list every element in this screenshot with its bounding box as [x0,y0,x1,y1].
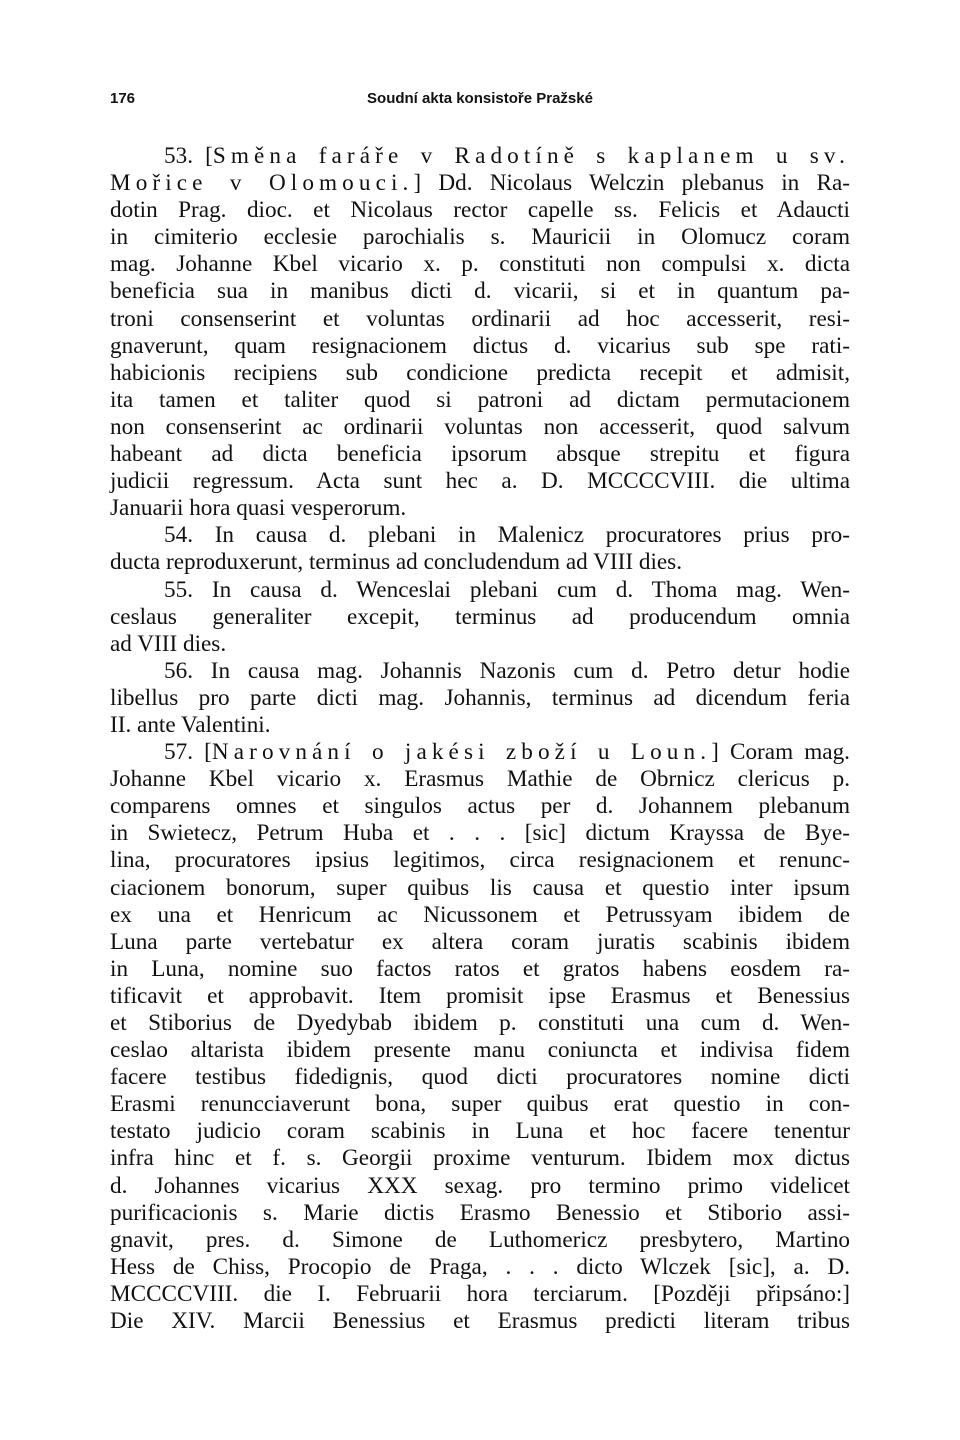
text-line [110,143,850,170]
page-header [110,90,850,114]
line-text: mag. Johanne Kbel vicario x. p. constituti non compulsi x. dicta [110,251,850,278]
text-line [110,631,850,658]
line-text: non consenserint ac ordinarii voluntas non accesserit, quod salvum [110,413,850,440]
line-text: ex una et Henricum ac Nicussonem et Petrussyam ibidem de [110,901,850,928]
line-text: 53. [ [164,143,213,169]
text-line [110,983,850,1010]
running-title: Soudní akta konsistoře Pražské [367,90,593,107]
text-line [110,1037,850,1064]
line-text: facere testibus fidedignis, quod dicti procuratores nomine dicti [110,1064,850,1091]
line-text: ] Coram mag. [711,739,850,766]
text-line [110,1145,850,1172]
text-line [110,495,850,522]
text-line [110,1091,850,1118]
line-text: d. Johannes vicarius XXX sexag. pro termino primo videlicet [110,1172,850,1199]
text-line [110,604,850,631]
line-text: gnavit, pres. d. Simone de Luthomericz presbytero, Martino [110,1226,850,1253]
line-text: troni consenserint et voluntas ordinarii ad hoc accesserit, resi- [110,305,850,332]
text-line [110,414,850,441]
text-line [110,522,850,549]
text-line [110,170,850,197]
text-line [110,278,850,305]
text-line [110,1118,850,1145]
text-line [110,577,850,604]
text-line [110,1281,850,1308]
spaced-heading-text: Narovnání o jakési zboží u Loun. [211,739,712,766]
text-line [110,766,850,793]
line-text: II. ante Valentini. [110,711,271,738]
text-line [110,793,850,820]
line-text: comparens omnes et singulos actus per d. Johannem plebanum [110,793,850,820]
text-line [110,739,850,766]
text-line [110,224,850,251]
line-text: 54. In causa d. plebani in Malenicz procuratores prius pro- [164,522,850,549]
line-text: ciacionem bonorum, super quibus lis causa et questio inter ipsum [110,874,850,901]
line-text: 56. In causa mag. Johannis Nazonis cum d. Petro detur hodie [164,657,850,684]
line-text: lina, procuratores ipsius legitimos, circa resignacionem et renunc- [110,847,850,874]
line-text: ceslaus generaliter excepit, terminus ad producendum omnia [110,603,850,630]
text-line [110,1227,850,1254]
line-text: purificacionis s. Marie dictis Erasmo Benessio et Stiborio assi- [110,1199,850,1226]
line-text: 55. In causa d. Wenceslai plebani cum d. Thoma mag. Wen- [164,576,850,603]
line-text: habicionis recipiens sub condicione predicta recepit et admisit, [110,359,850,386]
line-text: ducta reproduxerunt, terminus ad concludendum ad VIII dies. [110,549,682,576]
text-line [110,1200,850,1227]
text-line [110,685,850,712]
text-line [110,875,850,902]
line-text: dotin Prag. dioc. et Nicolaus rector capelle ss. Felicis et Adaucti [110,197,850,224]
line-text: ad VIII dies. [110,630,227,657]
text-line [110,820,850,847]
text-line [110,306,850,333]
line-text: ceslao altarista ibidem presente manu coniuncta et indivisa fidem [110,1037,850,1064]
line-text: infra hinc et f. s. Georgii proxime venturum. Ibidem mox dictus [110,1145,850,1172]
text-line [110,712,850,739]
text-line [110,929,850,956]
line-text: judicii regressum. Acta sunt hec a. D. MCCCCVIII. die ultima [110,468,850,495]
line-text: et Stiborius de Dyedybab ibidem p. constituti una cum d. Wen- [110,1010,850,1036]
text-line [110,1173,850,1200]
text-line [110,549,850,576]
line-text: testato judicio coram scabinis in Luna et hoc facere tenentur [110,1118,850,1145]
text-line [110,847,850,874]
line-text: Johanne Kbel vicario x. Erasmus Mathie de Obrnicz clericus p. [110,766,850,793]
line-text: habeant ad dicta beneficia ipsorum absque strepitu et figura [110,441,850,468]
line-text: beneficia sua in manibus dicti d. vicarii, si et in quantum pa- [110,278,850,305]
line-text: ita tamen et taliter quod si patroni ad dictam permutacionem [110,386,850,413]
text-line [110,441,850,468]
text-line [110,1010,850,1037]
line-text: 57. [ [164,739,212,766]
line-text: Die XIV. Marcii Benessius et Erasmus predicti literam tribus [110,1308,850,1335]
text-line [110,902,850,929]
line-text: in Luna, nomine suo factos ratos et gratos habens eosdem ra- [110,955,850,982]
line-text: ] Dd. Nicolaus Welczin plebanus in Ra- [413,170,850,197]
line-text: in cimiterio ecclesie parochialis s. Mauricii in Olomucz coram [110,224,850,251]
text-line [110,1064,850,1091]
line-text: Erasmi renuncciaverunt bona, super quibus erat questio in con- [110,1091,850,1118]
text-line [110,333,850,360]
text-line [110,197,850,224]
spaced-heading-text: Mořice v Olomouci. [110,170,414,197]
text-line [110,658,850,685]
text-line [110,468,850,495]
body-text [110,143,850,1335]
text-line [110,956,850,983]
text-line [110,360,850,387]
text-line [110,1308,850,1335]
line-text: Hess de Chiss, Procopio de Praga, . . . dicto Wlczek [sic], a. D. [110,1253,850,1280]
page-number: 176 [110,90,136,107]
spaced-heading-text: Směna faráře v Radotíně s kaplanem u sv. [212,143,850,169]
line-text: Januarii hora quasi vesperorum. [110,495,407,522]
line-text: MCCCCVIII. die I. Februarii hora terciarum. [Později připsáno:] [110,1280,850,1307]
text-line [110,1254,850,1281]
line-text: in Swietecz, Petrum Huba et . . . [sic] dictum Krayssa de Bye- [110,820,850,847]
line-text: libellus pro parte dicti mag. Johannis, terminus ad dicendum feria [110,684,850,711]
line-text: tificavit et approbavit. Item promisit ipse Erasmus et Benessius [110,982,850,1009]
line-text: Luna parte vertebatur ex altera coram juratis scabinis ibidem [110,928,850,955]
text-line [110,387,850,414]
line-text: gnaverunt, quam resignacionem dictus d. vicarius sub spe rati- [110,332,850,359]
text-line [110,251,850,278]
